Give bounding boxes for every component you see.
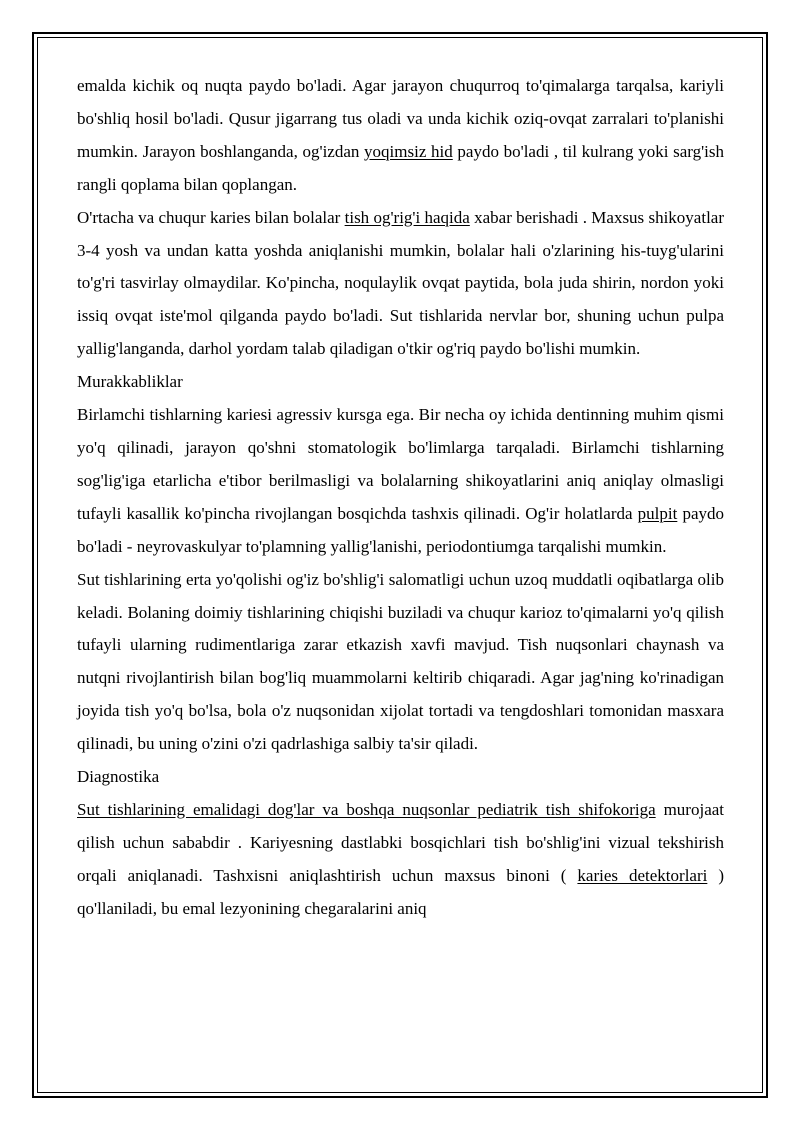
text-run: O'rtacha va chuqur karies bilan bolalar xyxy=(77,207,345,227)
inline-link[interactable]: karies detektorlari xyxy=(577,865,708,885)
section-heading xyxy=(77,761,724,794)
paragraph xyxy=(77,564,724,761)
text-run: emalda kichik oq nuqta paydo bo'ladi. Agar jarayon chuqurroq to'qimalarga tarqalsa, kariyli bo'shliq hosil bo'ladi. Qusur jigarrang tus oladi va unda kichik oziq-ovqat zarralari to'planishi mumkin. Jarayon boshlanganda, og'izdan xyxy=(77,76,724,161)
text-run: murojaat qilish uchun sababdir . Kariyesning dastlabki bosqichlari tish bo'shlig'ini vizual tekshirish orqali aniqlanadi. Tashxisni aniqlashtirish uchun maxsus binoni ( xyxy=(77,799,725,885)
text-run: Diagnostika xyxy=(77,767,160,787)
text-run: paydo bo'ladi , til kulrang yoki sarg'ish rangli qoplama bilan qoplangan. xyxy=(77,141,724,194)
paragraph xyxy=(77,399,724,564)
text-run: ) qo'llaniladi, bu emal lezyonining chegaralarini aniq xyxy=(77,865,724,918)
text-run: Birlamchi tishlarning kariesi agressiv kursga ega. Bir necha oy ichida dentinning muhim qismi yo'q qilinadi, jarayon qo'shni stomatologik bo'limlarga tarqaladi. Birlamchi tishlarning sog'lig'iga etarlicha e'tibor berilmasligi va bolalarning shikoyatlarini aniq aniqlay olmasligi tufayli kasallik ko'pincha rivojlangan bosqichda tashxis qilinadi. Og'ir holatlarda xyxy=(77,405,724,523)
text-run: Murakkabliklar xyxy=(77,372,183,392)
text-run: Sut tishlarining erta yo'qolishi og'iz bo'shlig'i salomatligi uchun uzoq muddatli oqibatlarga olib keladi. Bolaning doimiy tishlarining chiqishi buziladi va chuqur karioz to'qimalarni yo'q qilish tufayli ularning rudimentlariga zarar etkazish xavfi mavjud. Tish nuqsonlari chaynash va nutqni rivojlantirish bilan bog'liq muammolarni keltirib chiqaradi. Agar jag'ning ko'rinadigan joyida tish yo'q bo'lsa, bola o'z nuqsonidan xijolat tortadi va tengdoshlari tomonidan masxara qilinadi, bu uning o'zini o'zi qadrlashiga salbiy ta'sir qiladi. xyxy=(77,569,724,754)
text-run: xabar berishadi . Maxsus shikoyatlar 3-4 yosh va undan katta yoshda aniqlanishi mumkin, bolalar hali o'zlarining his-tuyg'ularini to'g'ri tasvirlay olmaydilar. Ko'pincha, noqulaylik ovqat paytida, bola juda shirin, nordon yoki issiq ovqat iste'mol qilganda paydo bo'ladi. Sut tishlarida nervlar bor, shuning uchun pulpa yallig'langanda, darhol yordam talab qiladigan o'tkir og'riq paydo bo'lishi mumkin. xyxy=(77,207,724,359)
text-run: paydo bo'ladi - neyrovaskulyar to'plamning yallig'lanishi, periodontiumga tarqalishi mumkin. xyxy=(77,503,724,556)
inline-link[interactable]: pulpit xyxy=(637,503,678,523)
document-body xyxy=(77,70,724,926)
paragraph xyxy=(77,794,724,926)
paragraph xyxy=(77,202,724,367)
paragraph xyxy=(77,70,724,202)
inline-link[interactable]: yoqimsiz hid xyxy=(364,141,453,161)
inline-link[interactable]: Sut tishlarining emalidagi dog'lar va boshqa nuqsonlar pediatrik tish shifokoriga xyxy=(77,799,656,819)
section-heading xyxy=(77,366,724,399)
inline-link[interactable]: tish og'rig'i haqida xyxy=(344,207,470,227)
